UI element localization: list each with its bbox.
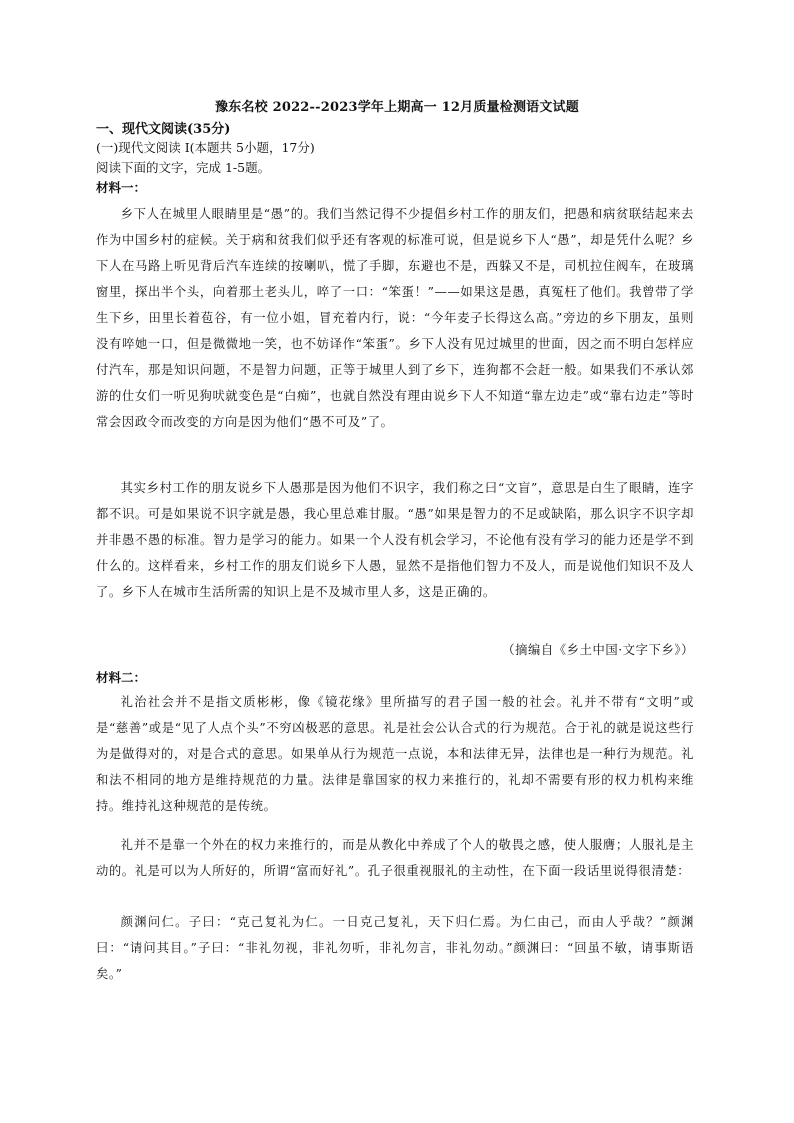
material-1-paragraph: 乡下人在城里人眼睛里是“愚”的。我们当然记得不少提倡乡村工作的朋友们，把愚和病贫联结起来去作为中国乡村的症候。关于病和贫我们似乎还有客观的标准可说，但是说乡下人“愚”，却是凭什么呢？乡下人在马路上听见背后汽车连续的按喇叭，慌了手脚，东避也不是，西躲又不是，司机拉住阀车，在玻璃窗里，探出半个头，向着那土老头儿，啐了一口：“笨蛋！”——如果这是愚，真冤枉了他们。我曾带了学生下乡，田里长着苞谷，有一位小姐，冒充着内行，说：“今年麦子长得这么高。”旁边的乡下朋友，虽则没有啐她一口，但是微微地一笑，也不妨译作“笨蛋”。乡下人没有见过城里的世面，因之而不明白怎样应付汽车，那是知识问题，不是智力问题，正等于城里人到了乡下，连狗都不会赶一般。如果我们不承认郊游的仕女们一听见狗吠就变色是“白痴”，也就自然没有理由说乡下人不知道“靠左边走”或“靠右边走”等时常会因政令而改变的方向是因为他们“愚不可及”了。 xyxy=(96,207,694,429)
subsection-heading: (一)现代文阅读 I(本题共 5小题，17分) xyxy=(96,140,315,155)
material-1-source: （摘编自《乡土中国·文字下乡》） xyxy=(502,643,694,657)
material-1-paragraph: 其实乡村工作的朋友说乡下人愚那是因为他们不识字，我们称之曰“文盲”，意思是白生了眼睛，连字都不识。可是如果说不识字就是愚，我心里总难甘服。“愚”如果是智力的不足或缺陷，那么识字不识字却并非愚不愚的标准。智力是学习的能力。如果一个人没有机会学习，不论他有没有学习的能力还是学不到什么的。这样看来，乡村工作的朋友们说乡下人愚，显然不是指他们智力不及人，而是说他们知识不及人了。乡下人在城市生活所需的知识上是不及城市里人多，这是正确的。 xyxy=(96,481,694,599)
material-2-paragraph: 礼治社会并不是指文质彬彬，像《镜花缘》里所描写的君子国一般的社会。礼并不带有“文明”或是“慈善”或是“见了人点个头”不穷凶极恶的意思。礼是社会公认合式的行为规范。合于礼的就是说这些行为是做得对的，对是合式的意思。如果单从行为规范一点说，本和法律无异，法律也是一种行为规范。礼和法不相同的地方是维持规范的力量。法律是靠国家的权力来推行的，礼却不需要有形的权力机构来维持。维持礼这种规范的是传统。 xyxy=(96,695,694,813)
page-title: 豫东名校 2022--2023学年上期高一 12月质量检测语文试题 xyxy=(215,100,579,115)
material-2-paragraph: 礼并不是靠一个外在的权力来推行的，而是从教化中养成了个人的敬畏之感，使人服膺；人服礼是主动的。礼是可以为人所好的，所谓“富而好礼”。孔子很重视服礼的主动性，在下面一段话里说得很清楚： xyxy=(96,838,694,878)
material-2-label: 材料二： xyxy=(96,670,147,685)
section-heading: 一、现代文阅读(35分) xyxy=(96,122,231,137)
instruction-text: 阅读下面的文字，完成 1-5题。 xyxy=(96,160,271,175)
material-1-label: 材料一： xyxy=(96,180,147,195)
material-2-paragraph: 颜渊问仁。子曰：“克己复礼为仁。一日克己复礼，天下归仁焉。为仁由己，而由人乎哉？”颜渊曰：“请问其目。”子曰：“非礼勿视，非礼勿听，非礼勿言，非礼勿动。”颜渊曰：“回虽不敏，请事斯语矣。” xyxy=(96,915,694,981)
